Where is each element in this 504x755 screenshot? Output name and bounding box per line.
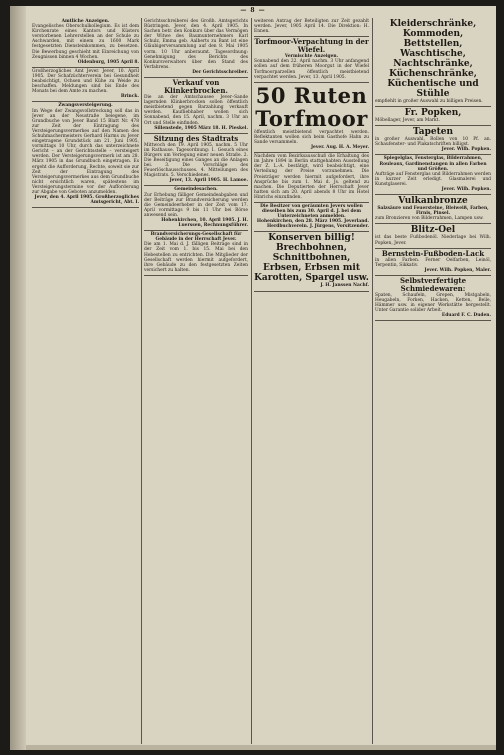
column-2-public-notices <box>144 18 248 744</box>
ad-body: empfiehlt in großer Auswahl zu billigen Preisen. <box>375 99 483 104</box>
ad-body: in großer Auswahl, Rollen von 10 Pf. an. Schaufenster- und Plakatschriften billigst. <box>375 137 491 148</box>
ad-signature: Jever, den 4. April 1905. Großherzogliches Amtsgericht, Abt. I. <box>34 195 139 206</box>
column-3-mixed-advertisements <box>254 18 369 744</box>
ad-body: Spaten, Schaufeln, Grepen, Mistgabeln, Heugabeln, Forken, Hacken, Ketten, Beile, Hämmer usw. in eigener Werkstätte hergestellt. Unter Garantie solider Arbeit. <box>375 292 491 314</box>
advertisement <box>32 102 139 208</box>
ad-headline: Fr. Popken, <box>404 108 462 119</box>
ad-headline: Sitzung des Stadtrats <box>153 133 239 143</box>
ad-body: Mittwoch den 19. April 1905, nachm. 5 Uhr im Rathause. Tagesordnung: 1. Gesuch eines Bürgers um Verlegung einer neuen Straße. 2. Die Beseitigung eines Ganges an die Anlagen bei. 3. Die Vorschläge des Feuerlöschausschusses. 4. Mitteilungen des Magistrats. 5. Verschiedenes. <box>144 142 248 179</box>
ad-signature: Jever. Wilh. Popken. <box>441 147 491 153</box>
advertisement <box>254 18 369 37</box>
advertisement <box>375 195 491 224</box>
ad-signature: Jever. Aug. H. A. Meyer. <box>310 145 369 151</box>
ad-body: weiteren Antrag der Beteiligten zur Zeit gezahlt werden. Jever, 1905 April 14. Die Direktion: H. Ennen. <box>254 19 369 35</box>
advertisement <box>375 18 491 107</box>
ad-heading: Brandversicherungs-Gesellschaft für Gebäude in der Herrschaft Jever. <box>150 232 242 243</box>
ad-heading: Vermischte Anzeigen. <box>284 54 339 60</box>
ad-signature: Hohenkirchen, den 28. März 1905. Jeverland. Herdbuchverein. J. Jürgens, Vorsitzender. <box>256 219 369 230</box>
advertisement <box>254 153 369 203</box>
ad-signature: Brinck. <box>120 94 139 100</box>
ad-heading: Zwangsversteigerung. <box>58 103 113 109</box>
advertisement <box>144 78 248 134</box>
advertisement <box>375 224 491 248</box>
ad-body: Sonnabend den 22. April nachm. 3 Uhr anfangend sollen auf dem früheren Moorgut in der Wiefel Torfmoorparzellen öffentlich meistbietend verpachtet werden. Jever, 13. April 1905. <box>254 59 369 80</box>
advertisement <box>375 276 491 321</box>
ad-heading: Salzsäure und Feuersteine, Bleiweiß, Farben, Firnis, Pinsel. <box>377 206 489 217</box>
advertisement <box>254 83 369 153</box>
advertisement <box>375 126 491 155</box>
ad-headline: Verkauf von Klinkerbrocken. <box>164 78 228 96</box>
ad-body: öffentlich meistbietend verpachtet werden. Reflektanten wollen sich beim Gasthofe Hahn zu Sande versammeln. <box>254 129 369 145</box>
column-rule <box>251 18 252 744</box>
newspaper-page <box>10 6 496 750</box>
ad-signature: J. H. Janssen Nachf. <box>320 283 369 289</box>
ad-signature: Eduard F. C. Duden. <box>441 313 491 319</box>
ad-headline: Konserven billig! Brechbohnen, Schnittbohnen, Erbsen, Erbsen mit Karotten, Spargel usw. <box>254 233 369 284</box>
ad-heading: Die Besitzer von geräumten Jevers wollen dieselben bis zum 30. April d. J. bei dem Unterzeichneten anmelden. <box>260 203 363 220</box>
advertisement <box>375 107 491 126</box>
advertisement <box>32 68 139 103</box>
ad-signature: Sillenstede, 1905 März 18. H. Pieskel. <box>154 125 248 131</box>
advertisement <box>254 37 369 82</box>
advertisement <box>144 134 248 187</box>
ad-body: Im Wege der Zwangsvollstreckung soll das in Jever an der Neustraße belegene, im Grundbuche von Jever Band 15 Blatt Nr. 478 zur Zeit der Eintragung des Versteigerungsvermerkes auf den Namen des Schuhmachermeisters Gerhard Harms zu Jever eingetragene Grundstück am 21. Juni 1905, vormittags 10 Uhr, durch das unterzeichnete Gericht – an der Gerichtsstelle – versteigert werden. Der Versteigerungsvermerk ist am 28. März 1905 in das Grundbuch eingetragen. Es ergeht die Aufforderung, Rechte, soweit sie zur Zeit der Eintragung des Versteigerungsvermerkes aus dem Grundbuche nicht ersichtlich waren, spätestens im Versteigerungstermine vor der Aufforderung zur Abgabe von Geboten anzumelden. <box>32 108 139 195</box>
ad-signature: Jever. Wilh. Popken. <box>441 187 491 193</box>
ad-body: Gerichtsschreiberei des Großh. Amtsgerichts Rüstringen. Jever, den 4. April 1905. In Sachen betr. den Konkurs über das Vermögen der Witwe des Baumunternehmers Karl Schulz, Emma geb. Aalberts zu Bant ist eine Gläubigerversammlung auf den 8. Mai 1905 vorm. 10 Uhr anberaumt. Tagesordnung: Genehmigung des Berichts des Konkursverwalters über den Stand des Verfahrens. <box>144 19 248 70</box>
advertisement <box>254 232 369 291</box>
ad-headline: Vulkanbronze <box>398 196 468 207</box>
ad-headline: Tapeten <box>412 127 454 138</box>
ad-body: Nachdem vom Bezirksausschuß die Erhaltung des im Jahre 1894 in Berlin stattgehabten Ausstellung der Z. L.-A. bestätigt, wird beabsichtigt, eine Verteilung der Preise vorzunehmen. Die Preisträger werden hiermit aufgefordert, ihre Ansprüche bis zum 1. Mai d. Js. geltend zu machen. Die Deputierten der Herrschaft Jever hatten sich am 20. April abends 8 Uhr im Hotel Hinrichs einzufinden. <box>254 154 369 200</box>
ad-headline: Kleiderschränke, Kommoden, Bettstellen, Waschtische, Nachtschränke, Küchenschränke, Küchentische und Stühle <box>387 19 479 99</box>
ad-body: Großherzogliches Amt Jever. Jever, 10. April 1905. Der Schafzüchterverein bei Gesundheit beabsichtigt, Ochsen und Kühe zu Weide zu beschaffen. Meldungen sind bis Ende des Monats bei dem Amte zu machen. <box>32 68 139 95</box>
ad-headline: Selbstverfertigte Schmiedewaren: <box>399 275 467 293</box>
ad-signature: Der Gerichtsschreiber. <box>192 69 248 75</box>
page-bottom-edge <box>26 745 496 750</box>
page-number: — 8 — <box>240 7 266 14</box>
ad-heading: Amtliche Anzeigen. <box>61 19 110 24</box>
ad-body: Evangelisches Oberschulkollegium. Es ist dem Kirchenrate eines Kantors und Küsters verstorbenen Lehrerstellen an der Schule zu Aschwarden, mit einem zu 1600 Mark festgesetzten Diensteinkommen, zu besetzen. Die Bewerbung geschieht mit Einreichung von Zeugnissen binnen 4 Wochen. <box>32 24 139 60</box>
ad-headline: Blitz-Oel <box>410 225 456 236</box>
ad-body: Die am 1. Mai d. J. fälligen Beiträge sind in der Zeit vom 1. bis 15. Mai bei den Hebestellen zu entrichten. Die Mitglieder der Gesellschaft werden hiermit aufgefordert, ihre Gebäude zu den festgesetzten Zeiten versichert zu halten. <box>144 242 248 273</box>
ad-body: Zur Erhebung fälliger Gemeindeabgaben und der Beiträge zur Brandversicherung werden die Gemeindeerheber in der Zeit vom 17. April vormittags 9 bis 11 Uhr bei Börse anwesend sein. <box>144 192 248 218</box>
ad-body: zum Bronzieren von Bilderrahmen, Lampen usw. <box>375 216 484 222</box>
advertisement <box>144 231 248 276</box>
page-gutter <box>10 6 26 750</box>
ad-heading: Gemeindesachen. <box>174 187 218 193</box>
advertisement <box>32 18 139 68</box>
ad-headline: 50 Ruten Torfmoor <box>255 82 368 131</box>
ad-signature: Hohenkirchen, 10. April 1905. J. H. Luerssen, Rechnungsführer. <box>161 218 248 229</box>
ad-signature: Jever. Wilh. Popken, Maler. <box>424 267 491 273</box>
column-4-shop-advertisements <box>375 18 491 744</box>
ad-body: in allen Farben. Ferner Oelfarben, Leinöl, Terpentin, Sikkativ. <box>375 257 491 268</box>
column-rule <box>141 18 142 744</box>
ad-body: ist das beste Fußbodenöl. Niederlage bei Wilh. Popken, Jever. <box>375 235 491 246</box>
advertisement <box>254 203 369 232</box>
advertisement <box>375 249 491 276</box>
ad-body: Möbellager, Jever, am Markt. <box>375 118 440 124</box>
advertisement <box>144 18 248 78</box>
ad-signature: Jever, 13. April 1905. H. Lamoe. <box>169 178 248 184</box>
advertisement <box>375 155 491 195</box>
column-1-official-notices <box>32 18 139 744</box>
ad-body: Aufträge auf Fensterglas und Bilderrahmen werden in kurzer Zeit erledigt. Glasmalerei und Kunstglaserei. <box>375 171 491 187</box>
column-rule <box>372 18 373 744</box>
ad-headline: Bernstein-Fußboden-Lack <box>381 248 485 258</box>
advertisement <box>144 186 248 231</box>
ad-body: Die an der Amtschausee Jever–Sande lagernden Klinkerbrocken sollen öffentlich meistbietend gegen Barzahlung verkauft werden. Kaufliebhaber wollen sich Sonnabend, den 15. April, nachm. 3 Uhr an Ort und Stelle einfinden. <box>144 95 248 126</box>
ad-headline: Torfmoor-Verpachtung in der Wiefel. <box>254 37 369 55</box>
ad-heading: Spiegelglas, Fensterglas, Bilderrahmen, Rouleaux, Gardinenstangen in allen Farben und Größen. <box>379 156 487 172</box>
ad-signature: Oldenburg, 1905 April 8. <box>77 59 139 65</box>
